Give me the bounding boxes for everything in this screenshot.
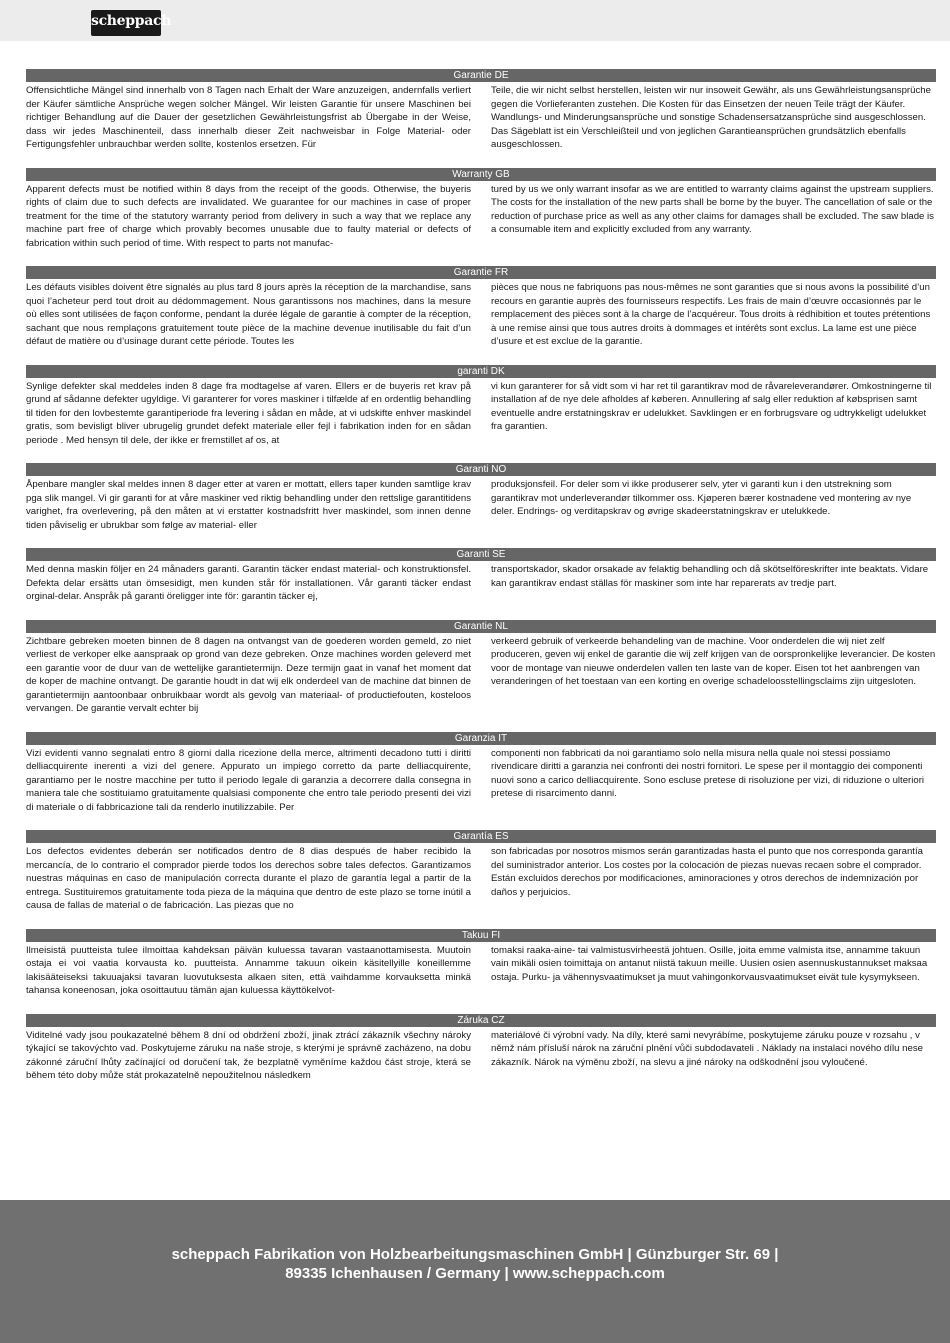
section-text-right: tured by us we only warrant insofar as we are entitled to warranty claims against the upstream suppliers. The costs for the installation of the new parts shall be borne by the buyer. The cancellation of sale or the reduction of purchase price as well as any other claims for damages shall be excluded. The saw blade is a consumable item and explicitly excluded from any warranty. <box>491 183 934 235</box>
section-text-right: tomaksi raaka-aine- tai valmistusvirheestä johtuen. Osille, joita emme valmista itse, annamme takuun vain mikäli osien toimittaja on antanut niistä takuun meille. Uusien osien asennuskustannukset maksaa ostaja. Purku- ja vähennysvaatimukset ja muut vahingonkorvausvaatimukset eivät tule kysymykseen. <box>491 944 928 983</box>
warranty-section-gb <box>26 168 936 251</box>
section-title: Garantía ES <box>26 830 936 843</box>
section-title: Garanti NO <box>26 463 936 476</box>
section-title: Garantie NL <box>26 620 936 633</box>
section-text-left: Åpenbare mangler skal meldes innen 8 dager etter at varen er mottatt, ellers taper kunden samtlige krav pga slik mangel. Vi gir garanti for at våre maskiner ved riktig behandling under den rettslige garantitidens varighet, fra overlevering, på den måten at vi erstatter kostnadsfritt hver maskindel, som innen denne tiden påviselig er ubrukbar som følge av material- eller <box>26 479 471 531</box>
warranty-section-de <box>26 69 936 152</box>
warranty-section-no <box>26 463 936 532</box>
section-text-left: Zichtbare gebreken moeten binnen de 8 dagen na ontvangst van de goederen worden gemeld, zo niet verliest de verkoper elke aanspraak op grond van deze gebreken. Onze machines worden geleverd met een garantie voor de duur van de wettelijke garantietermijn. Deze termijn gaat in vanaf het moment dat de koper de machine ontvangt. De garantie houdt in dat wij elk onderdeel van de machine dat binnen de garantietermijn aantoonbaar onbruikbaar wordt als gevolg van materiaal- of productiefouten, kosteloos vervangen. De garantie vervalt echter bij <box>26 635 471 714</box>
section-text-right: Teile, die wir nicht selbst herstellen, leisten wir nur insoweit Gewähr, als uns Gewährleistungsansprüche gegen die Vorlieferanten zustehen. Die Kosten für das Einsetzen der neuen Teile trägt der Käufer. Wandlungs- und Minderungsansprüche und sonstige Schadensersatzansprüche sind ausgeschlossen. Das Sägeblatt ist ein Verschleißteil und von jeglichen Garantieansprüchen grundsätzlich ebenfalls ausgeschlossen. <box>491 85 931 150</box>
warranty-sections <box>26 69 936 1099</box>
warranty-section-dk <box>26 365 936 448</box>
section-text-left: Offensichtliche Mängel sind innerhalb von 8 Tagen nach Erhalt der Ware anzuzeigen, andernfalls verliert der Käufer sämtliche Ansprüche wegen solcher Mängel. Wir leisten Garantie für unsere Maschinen bei richtiger Behandlung auf die Dauer der gesetzlichen Gewährleistungsfrist ab Übergabe in der Weise, dass wir jedes Maschinenteil, dass innerhalb dieser Zeit nachweisbar in Folge Material- oder Fertigungsfehler unbrauchbar werden sollte, kostenlos ersetzen. Für <box>26 85 471 150</box>
section-text-right: pièces que nous ne fabriquons pas nous-mêmes ne sont garanties que si nous avons la possibilité d’un recours en garantie auprès des fournisseurs respectifs. Les frais de main d’œuvre occasionnés par le remplacement des pièces sont à la charge de l’acquéreur. Tous droits à rédhibition et toutes prétentions à une remise ainsi que tous autres droits à dommages et intérêts sont exclus. La lame est une pièce d’usure et est exclue de la garantie. <box>491 282 931 347</box>
warranty-section-cz <box>26 1014 936 1083</box>
section-title: Garanzia IT <box>26 732 936 745</box>
section-text-left: Los defectos evidentes deberán ser notificados dentro de 8 dias después de haber recibido la mercancía, de lo contrario el comprador pierde todos los derechos sobre tales defectos. Garantizamos nuestras máquinas en caso de manipulación correcta durante el plazo de garantía legal a partir de la entrega. Sustituiremos gratuitamente toda pieza de la máquina que dentro de este plazo se torne inútil a causa de fallas de material o de fabricación. Las piezas que no <box>26 846 471 911</box>
footer-line-company: scheppach Fabrikation von Holzbearbeitungsmaschinen GmbH | Günzburger Str. 69 | <box>171 1246 779 1263</box>
section-text-left: Med denna maskin följer en 24 månaders garanti. Garantin täcker endast material- och konstruktionsfel. Defekta delar ersätts utan ömsesidigt, men kunden står för installationen. Vår garanti täcker endast orginal-delar. Anspråk på garanti öreligger inte för: garantin täcker ej, <box>26 564 471 602</box>
footer-line-address: 89335 Ichenhausen / Germany | www.scheppach.com <box>285 1265 665 1282</box>
scheppach-logo <box>91 10 172 36</box>
warranty-section-nl <box>26 620 936 716</box>
section-text-left: Synlige defekter skal meddeles inden 8 dage fra modtagelse af varen. Ellers er de buyeris ret krav på grund af sådanne defekter ugyldige. Vi garanterer for vores maskiner i tilfælde af en ordentlig behandling til tiden for den lovbestemte garantiperiode fra levering i sådan en måde, at vi udskifte enhver maskindel gratis, som bevisligt bliver ubrugelig grundet defekt materiale eller fejl i fabrikation inden for en sådan periode . Med hensyn til dele, der ikke er fremstillet af os, at <box>26 380 471 446</box>
section-text-right: materiálové či výrobní vady. Na díly, které sami nevyrábíme, poskytujeme záruku pouze v rozsahu , v němž nám přísluší nárok na záruční plnění vůči subdodavateli . Náklady na instalaci nového dílu nese zákazník. Nárok na výměnu zboží, na slevu a jiné nároky na odškodnění jsou vyloučené. <box>491 1029 923 1068</box>
section-text-left: Les défauts visibles doivent être signalés au plus tard 8 jours après la réception de la marchandise, sans quoi l’acheteur perd tout droit au dédommagement. Nous garantissons nos machines, dans la mesure où elles sont utilisées de façon conforme, pendant la durée légale de garantie à compter de la réception, sachant que nous remplaçons gratuitement toute pièce de la machine devenue inutilisable du fait d’un défaut de matière ou d’usinage durant cette période. Toutes les <box>26 282 471 347</box>
section-text-right: componenti non fabbricati da noi garantiamo solo nella misura nella quale noi stessi possiamo rivendicare diritti a garanzia nei confronti dei nostri fornitori. Le spese per il montaggio dei componenti nuovi sono a carico delliacquirente. Sono escluse pretese di risoluzione per vizi, di riduzione o ulteriori pretese di risarcimento danni. <box>491 747 925 799</box>
section-text-right: verkeerd gebruik of verkeerde behandeling van de machine. Voor onderdelen die wij niet zelf produceren, geven wij enkel de garantie die wij zelf krijgen van de oorspronkelijke leverancier. De kosten voor de montage van nieuwe onderdelen vallen ten laste van de koper. Eisen tot het aanbrengen van veranderingen of het toestaan van een korting en overige schadeloosstellingsclaims zijn uitgesloten. <box>491 635 936 687</box>
section-title: Garantie DE <box>26 69 936 82</box>
warranty-section-fr <box>26 266 936 349</box>
section-title: Warranty GB <box>26 168 936 181</box>
section-text-right: produksjonsfeil. For deler som vi ikke produserer selv, yter vi garanti kun i den utstrekning som garantikrav mot underleverandør tilkommer oss. Kjøperen bærer kostnadene ved montering av nye deler. Endrings- og verditapskrav og øvrige skadeerstatningskrav er utelukkede. <box>491 479 912 517</box>
footer-bar <box>0 1200 950 1343</box>
section-text-left: Viditelné vady jsou poukazatelné během 8 dní od obdržení zboží, jinak ztrácí zákazník všechny nároky týkající se takovýchto vad. Poskytujeme záruku na naše stroje, s kterými je správně zacházeno, na dobu zákonné záruční lhůty začínající od doručení tak, že bezplatně vyměníme každou část stroje, která se během této doby může stát prokazatelně nepoužitelnou následkem <box>26 1029 471 1081</box>
section-text-left: Apparent defects must be notified within 8 days from the receipt of the goods. Otherwise, the buyeris rights of claim due to such defects are invalidated. We guarantee for our machines in case of proper treatment for the time of the statutory warranty period from delivery in such a way that we replace any machine part free of charge which provably becomes unusable due to faulty material or defects of fabrication within such period of time. With respect to parts not manufac- <box>26 183 471 249</box>
warranty-section-es <box>26 830 936 913</box>
logo-text: scheppach <box>91 13 172 29</box>
section-title: Takuu FI <box>26 929 936 942</box>
header-bar <box>0 0 950 41</box>
section-text-left: Ilmeisistä puutteista tulee ilmoittaa kahdeksan päivän kuluessa tavaran vastaanottamisesta. Muutoin ostaja ei voi vaatia korvausta ko. puutteista. Annamme takuun oikein käsitellyille koneillemme lakisääteiseksi takuuajaksi tavaran luovutuksesta alkaen siten, että vaihdamme korvauksetta minkä tahansa koneenosan, joka osoittautuu tämän ajan kuluessa käyttökelvot- <box>26 944 471 996</box>
section-title: Záruka CZ <box>26 1014 936 1027</box>
section-title: garanti DK <box>26 365 936 378</box>
section-text-right: transportskador, skador orsakade av felaktig behandling och då skötselföreskrifter inte beaktats. Vidare kan garantikrav endast ställas för maskiner som inte har reparerats av tredje part. <box>491 564 929 589</box>
section-text-left: Vizi evidenti vanno segnalati entro 8 giorni dalla ricezione della merce, altrimenti decadono tutti i diritti delliacquirente inerenti a vizi del genere. Appurato un impiego corretto da parte delliacquirente, garantiamo per le nostre macchine per tutto il periodo legale di garanzia a decorrere dalla consegna in maniera tale che sostituiamo gratuitamente qualsiasi componente che entro tale periodo presenti dei vizi di materiale o di fabbricazione tali da renderlo inutilizzabile. Per <box>26 747 471 813</box>
warranty-section-se <box>26 548 936 604</box>
section-text-right: vi kun garanterer for så vidt som vi har ret til garantikrav mod de råvareleverandører. Omkostningerne til installation af de nye dele afholdes af køberen. Annullering af salg eller reduktion af købsprisen samt eventuelle andre erstatningskrav er udelukket. Savklingen er en forbrugsvare og udtrykkeligt udelukket fra garantien. <box>491 380 932 432</box>
section-title: Garantie FR <box>26 266 936 279</box>
warranty-section-fi <box>26 929 936 998</box>
footer-address <box>0 1245 950 1283</box>
section-text-right: son fabricadas por nosotros mismos serán garantizadas hasta el punto que nos corresponda garantía del suministrador anterior. Los costes por la colocación de piezas nuevas recaen sobre el comprador. Están excluidos derechos por modificaciones, aminoraciones y otros derechos de indemnización por daños y perjuicios. <box>491 846 923 898</box>
warranty-section-it <box>26 732 936 815</box>
section-title: Garanti SE <box>26 548 936 561</box>
